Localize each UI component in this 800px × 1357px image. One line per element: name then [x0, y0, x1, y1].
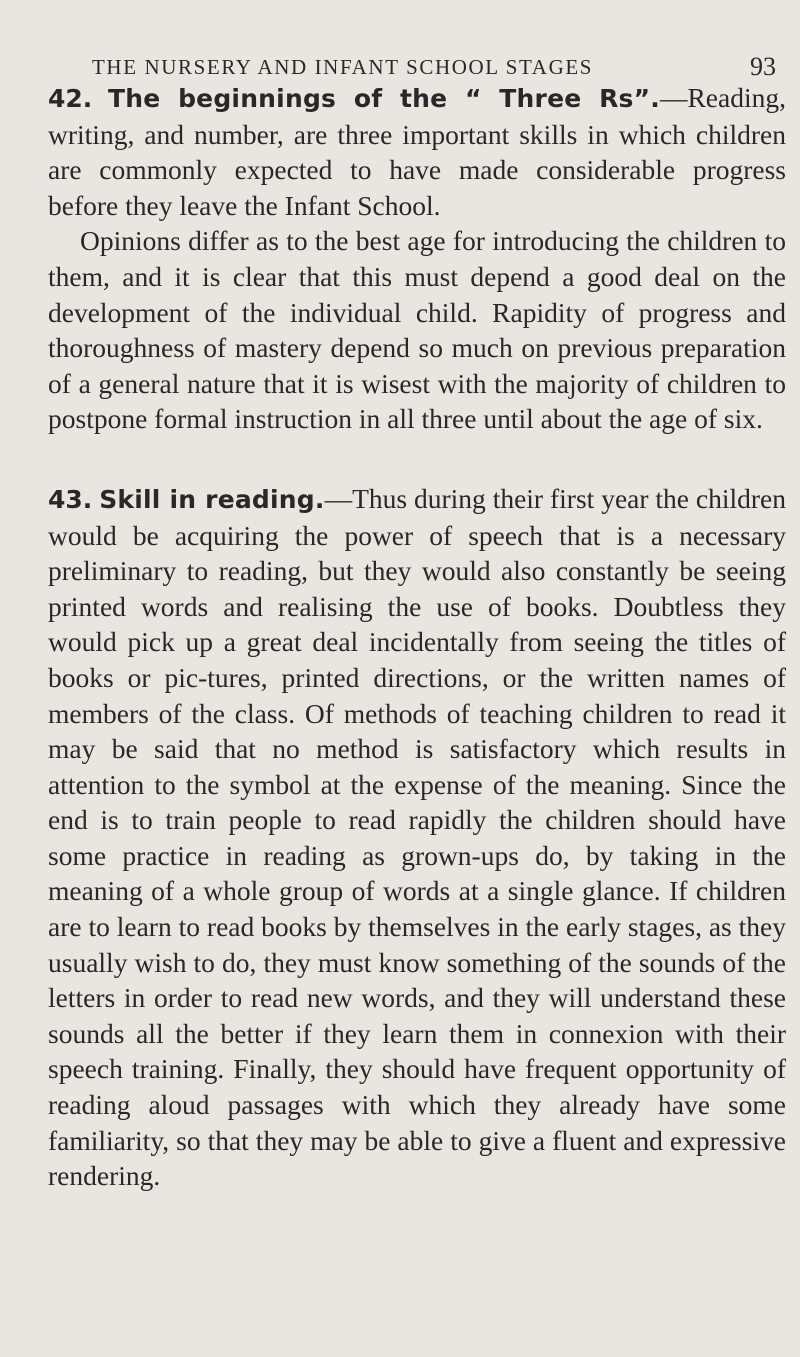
page-number: 93 — [750, 52, 776, 81]
section-text: —Reading, writing, and number, are three important skills in which children are commonly expected to have made considerable progress before they leave the Infant School. — [48, 82, 786, 221]
section-heading: The beginnings of the “ Three Rs”. — [107, 84, 660, 113]
section-heading: Skill in reading. — [99, 484, 325, 514]
section-number: 42. — [48, 84, 93, 113]
section-42 — [48, 80, 786, 437]
section-number: 43. — [48, 484, 93, 514]
section-43 — [48, 481, 786, 1194]
running-head-title: THE NURSERY AND INFANT SCHOOL STAGES — [92, 55, 594, 79]
section-text: —Thus during their first year the children would be acquiring the power of speech that is a necessary preliminary to reading, but they would also constantly be seeing printed words and realising the use of books. Doubtless they would pick up a great deal incidentally from seeing the titles of books or pic-tures, printed directions, or the written names of members of the class. Of methods of teaching children to read it may be said that no method is satisfactory which results in attention to the symbol at the expense of the meaning. Since the end is to train people to read rapidly the children should have some practice in reading as grown-ups do, by taking in the meaning of a whole group of words at a single glance. If children are to learn to read books by themselves in the early stages, as they usually wish to do, they must know something of the sounds of the letters in order to read new words, and they will understand these sounds all the better if they learn them in connexion with their speech training. Finally, they should have frequent opportunity of reading aloud passages with which they already have some familiarity, so that they may be able to give a fluent and expressive rendering. — [48, 482, 787, 1192]
section-paragraph — [48, 80, 786, 223]
running-head — [48, 40, 786, 81]
section-paragraph: Opinions differ as to the best age for introducing the children to them, and it is clear that this must depend a good deal on the development of the individual child. Rapidity of progress and thoroughness of mastery depend so much on previous preparation of a general nature that it is wisest with the majority of children to postpone formal instruction in all three until about the age of six. — [48, 225, 786, 435]
section-paragraph — [48, 481, 786, 1194]
